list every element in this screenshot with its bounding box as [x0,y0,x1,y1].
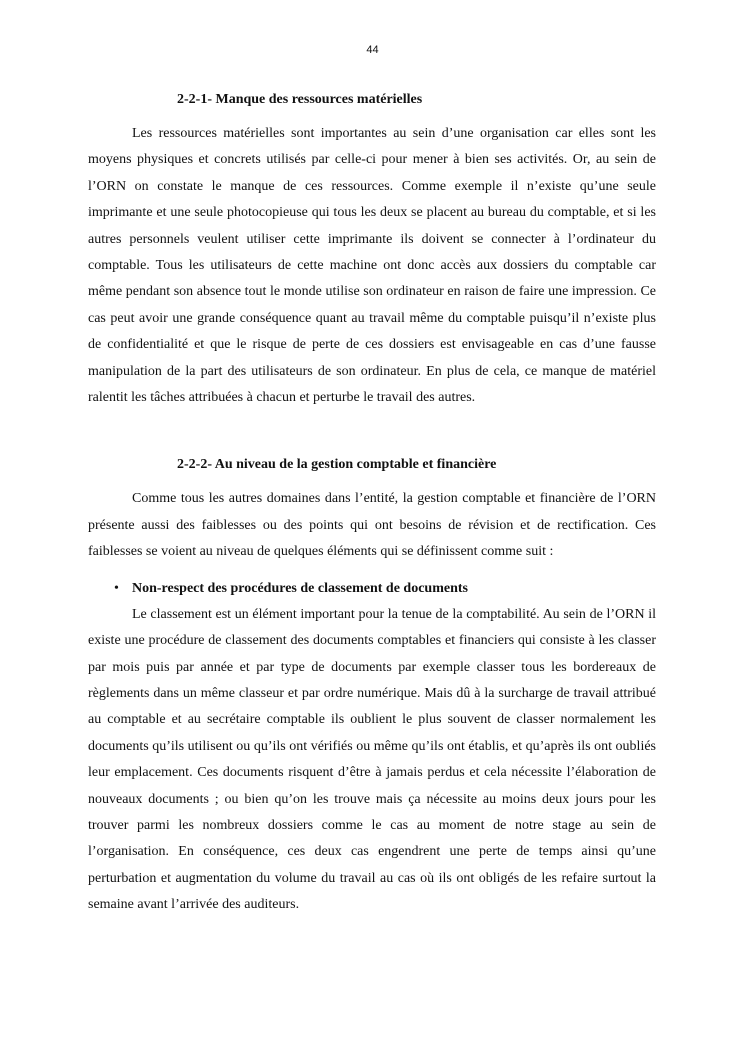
section-heading-2-2-1: 2-2-1- Manque des ressources matérielles [177,92,423,107]
bullet-paragraph: Le classement est un élément important pour la tenue de la comptabilité. Au sein de l’ORN il existe une procédure de classement des documents comptables et financiers qui consiste à les classer par mois puis par année et par type de documents par exemple classer tous les bordereaux de règlements dans un même classeur et par ordre numérique. Mais dû à la surcharge de travail attribué au comptable et au secrétaire comptable ils oublient le plus souvent de classer normalement les documents qu’ils utilisent ou qu’ils ont vérifiés ou même qu’ils ont établis, et qu’après ils ont oubliés leur emplacement. Ces documents risquent d’être à jamais perdus et cela nécessite l’élaboration de nouveaux documents ; ou bien qu’on les trouve mais ça nécessite au moins deux jours pour les trouver parmi les nombreux dossiers comme le cas au moment de notre stage au sein de l’organisation. En conséquence, ces deux cas engendrent une perte de temps ainsi qu’une perturbation et augmentation du volume du travail au cas où ils ont obligés de les refaire surtout la semaine avant l’arrivée des auditeurs. [88,606,656,913]
section-paragraph-2-2-1: Les ressources matérielles sont importantes au sein d’une organisation car elles sont les moyens physiques et concrets utilisés par celle-ci pour mener à bien ses activités. Or, au sein de l’ORN on constate le manque de ces ressources. Comme exemple il n’existe qu’une seule imprimante et une seule photocopieuse qui tous les deux se placent au bureau du comptable, et si les autres personnels veulent utiliser cette imprimante ils doivent se connecter à l’ordinateur du comptable. Tous les utilisateurs de cette machine ont donc accès aux dossiers du comptable car même pendant son absence tout le monde utilise son ordinateur en raison de faire une impression. Ce cas peut avoir une grande conséquence quant au travail même du comptable puisqu’il n’existe plus de confidentialité et que le risque de perte de ces dossiers est envisageable en cas d’une fausse manipulation de la part des utilisateurs de son ordinateur. En plus de cela, ce manque de matériel ralentit les tâches attribuées à chacun et perturbe le travail des autres. [88,126,656,406]
bullet-item [88,578,656,600]
bullet-title: Non-respect des procédures de classement de documents [132,580,468,596]
section-spacer [88,411,656,455]
section-heading-2-2-2: 2-2-2- Au niveau de la gestion comptable et financière [177,457,497,473]
section-paragraph-2-2-2: Comme tous les autres domaines dans l’entité, la gestion comptable et financière de l’ORN présente aussi des faiblesses ou des points qui ont besoins de révision et de rectification. Ces faiblesses se voient au niveau de quelques éléments qui se définissent comme suit : [88,491,656,560]
bullet-icon: • [114,580,119,596]
document-body [88,90,656,919]
page-number: 44 [366,44,379,56]
bullet-spacer [88,566,656,578]
